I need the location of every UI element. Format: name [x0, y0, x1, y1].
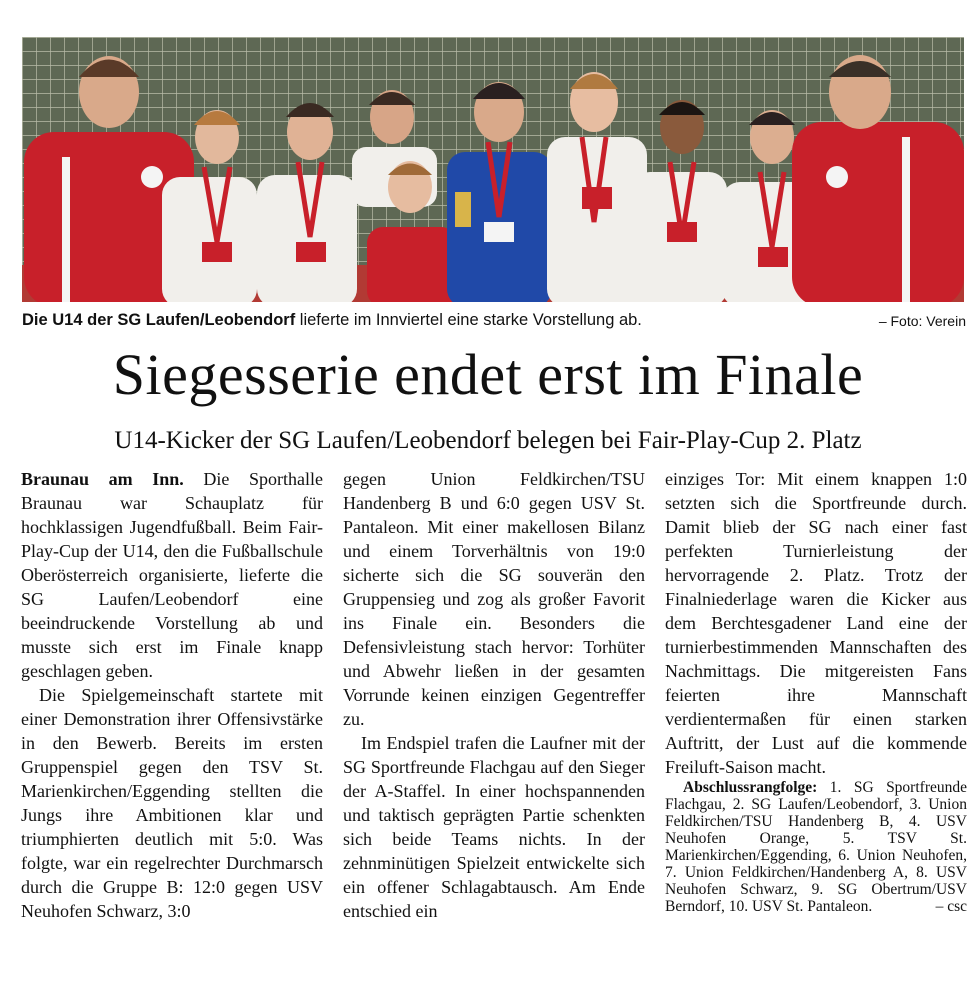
photo-caption [22, 309, 966, 331]
standings-label: Abschlussrangfolge: [683, 779, 818, 796]
article-column-3 [665, 467, 967, 915]
team-photo [22, 37, 964, 302]
article-column-2 [343, 467, 645, 923]
paragraph: gegen Union Feldkirchen/TSU Handenberg B und 6:0 gegen USV St. Pantaleon. Mit einer makellosen Bilanz und einem Torverhältnis von 19:0 sicherte sich die SG souverän den Gruppensieg und zog als großer Favorit ins Finale ein. Besonders die Defensivleistung stach hervor: Torhüter und Abwehr ließen in der gesamten Vorrunde keinen einzigen Gegentreffer zu. [343, 469, 645, 729]
paragraph: Im Endspiel trafen die Laufner mit der SG Sportfreunde Flachgau auf den Sieger der A-Staffel. In einer hochspannenden und taktisch geprägten Partie schenkten sich beide Teams nichts. In der zehnminütigen Spielzeit entwickelte sich ein offener Schlagabtausch. Am Ende entschied ein [343, 733, 645, 921]
paragraph: Die Spielgemeinschaft startete mit einer Demonstration ihrer Offensivstärke in den Bewerb. Bereits im ersten Gruppenspiel gegen den TSV St. Marienkirchen/Eggending stellten die Jungs ihre Ambitionen klar und triumphierten deutlich mit 5:0. Was folgte, war ein regelrechter Durchmarsch durch die Gruppe B: 12:0 gegen USV Neuhofen Schwarz, 3:0 [21, 685, 323, 921]
final-standings [665, 779, 967, 915]
paragraph: einziges Tor: Mit einem knappen 1:0 setzten sich die Sportfreunde durch. Damit blieb der SG nach einer fast perfekten Turnierleistung der hervorragende 2. Platz. Trotz der Finalniederlage waren die Kicker aus dem Berchtesgadener Land eine der turnierbestimmenden Mannschaften des Nachmittags. Die mitgereisten Fans feierten ihre Mannschaft verdientermaßen für einen starken Auftritt, der Lust auf die kommende Freiluft-Saison macht. [665, 469, 967, 777]
author-signature: – csc [935, 898, 967, 915]
photo-credit: – Foto: Verein [878, 313, 966, 329]
team-photo-illustration [22, 37, 964, 302]
paragraph-text: Die Sporthalle Braunau war Schauplatz für hochklassigen Jugendfußball. Beim Fair-Play-Cup der U14, den die Fußballschule Oberösterreich organisierte, lieferte die SG Laufen/Leobendorf eine beeindruckende Vorstellung ab und musste sich erst im Finale knapp geschlagen geben. [21, 469, 323, 681]
dateline: Braunau am Inn. [21, 469, 184, 489]
subheadline: U14-Kicker der SG Laufen/Leobendorf belegen bei Fair-Play-Cup 2. Platz [114, 427, 862, 454]
caption-text: lieferte im Innviertel eine starke Vorstellung ab. [295, 311, 642, 329]
caption-bold: Die U14 der SG Laufen/Leobendorf [22, 311, 296, 329]
paragraph [21, 467, 323, 683]
headline: Siegesserie endet erst im Finale [112, 342, 864, 407]
article-column-1 [21, 467, 323, 923]
standings-text: 1. SG Sportfreunde Flachgau, 2. SG Laufen/Leobendorf, 3. Union Feldkirchen/TSU Handenberg B, 4. USV Neuhofen Orange, 5. TSV St. Marienkirchen/Eggending, 6. Union Neuhofen, 7. Union Feldkirchen/Handenberg A, 8. USV Neuhofen Schwarz, 9. SG Obertrum/USV Berndorf, 10. USV St. Pantaleon. [665, 779, 967, 915]
